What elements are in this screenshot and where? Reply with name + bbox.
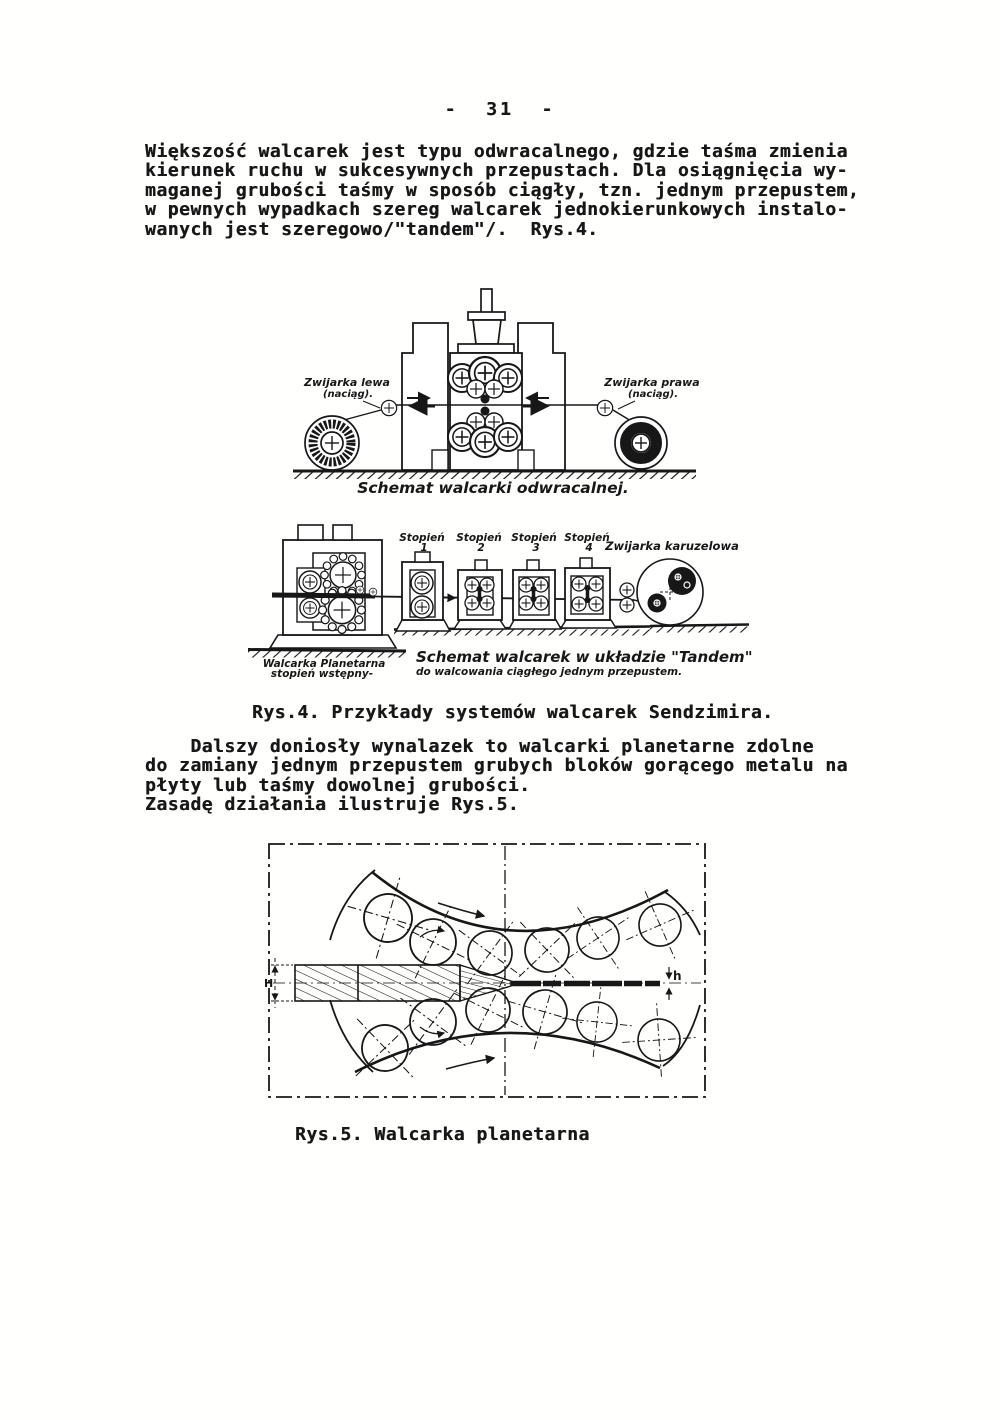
svg-text:3: 3 <box>532 542 540 554</box>
svg-text:Zwijarka lewa: Zwijarka lewa <box>304 376 390 389</box>
deflector-roll-right <box>597 400 612 415</box>
paragraph-1 <box>145 142 859 239</box>
svg-text:2: 2 <box>477 542 485 554</box>
figure-rys4-reversing-mill-diagram <box>268 276 718 508</box>
svg-text:Stopień: Stopień <box>564 532 610 544</box>
paragraph-line: wanych jest szeregowo/"tandem"/. Rys.4. <box>145 218 599 240</box>
screw-down-mechanism <box>458 289 514 353</box>
paragraph-line: kierunek ruchu w sukcesywnych przepustach. Dla osiągnięcia wy- <box>145 160 848 182</box>
figure4-caption: Rys.4. Przykłady systemów walcarek Sendzimira. <box>252 702 774 723</box>
tandem-caption <box>416 648 753 678</box>
svg-text:1: 1 <box>420 542 428 554</box>
coiler-right-label <box>603 376 699 409</box>
tandem-stand-3 <box>509 560 561 629</box>
svg-text:4: 4 <box>585 542 593 554</box>
pinch-roll <box>620 583 634 597</box>
svg-text:stopień wstępny-: stopień wstępny- <box>270 668 374 680</box>
paragraph-line: maganej grubości taśmy w sposób ciągły, tzn. jednym przepustem, <box>145 179 860 201</box>
paragraph-line: Dalszy doniosły wynalazek to walcarki planetarne zdolne <box>145 736 814 757</box>
coiler-left-label <box>303 376 390 408</box>
svg-text:Zwijarka prawa: Zwijarka prawa <box>604 376 700 389</box>
tandem-stand-1 <box>396 552 450 631</box>
page-number: - 31 - <box>444 99 556 120</box>
svg-text:Stopień: Stopień <box>456 532 502 544</box>
carousel-coiler <box>637 559 703 625</box>
paragraph-line: Większość walcarek jest typu odwracalnego, gdzie taśma zmienia <box>145 141 848 162</box>
figure-rys4-tandem-mill-diagram <box>248 510 753 695</box>
svg-text:Stopień: Stopień <box>511 532 557 544</box>
svg-text:H: H <box>264 977 274 990</box>
paragraph-line: Zasadę działania ilustruje Rys.5. <box>145 794 520 816</box>
stage-labels <box>399 532 610 554</box>
paragraph-2 <box>145 737 848 815</box>
planetary-mill-label <box>263 658 386 680</box>
slab <box>295 965 660 1001</box>
tandem-stand-4 <box>561 558 616 628</box>
svg-text:(naciąg).: (naciąg). <box>627 389 679 400</box>
svg-text:do walcowania ciągłego jednym: do walcowania ciągłego jednym przepustem. <box>416 666 683 678</box>
pinch-roll <box>620 598 634 612</box>
svg-text:Schemat walcarek w układzie "T: Schemat walcarek w układzie "Tandem" <box>416 648 753 666</box>
svg-text:h: h <box>673 969 682 983</box>
work-roll-upper <box>481 395 490 404</box>
svg-text:(naciąg).: (naciąg). <box>322 389 374 400</box>
tandem-stand-2 <box>454 560 506 629</box>
svg-text:Walcarka Planetarna: Walcarka Planetarna <box>262 658 386 670</box>
carousel-coiler-label: Zwijarka karuzelowa <box>605 539 739 553</box>
deflector-roll-left <box>381 400 396 415</box>
svg-text:Stopień: Stopień <box>399 532 445 544</box>
figure5-caption: Rys.5. Walcarka planetarna <box>295 1124 590 1145</box>
looper-roll <box>356 586 364 594</box>
paragraph-line: płyty lub taśmy dowolnej grubości. <box>145 774 531 796</box>
reversing-mill-caption: Schemat walcarki odwracalnej. <box>357 479 629 497</box>
work-roll-lower <box>481 407 490 416</box>
coiler-left <box>305 416 359 470</box>
paragraph-line: do zamiany jednym przepustem grubych bloków gorącego metalu na <box>145 755 848 777</box>
planetary-mill-stand <box>270 525 396 648</box>
figure-rys5-planetary-mill-diagram <box>263 840 711 1102</box>
coiler-right <box>615 417 667 469</box>
paragraph-line: w pewnych wypadkach szereg walcarek jednokierunkowych instalo- <box>145 199 848 221</box>
ground-line <box>293 471 696 479</box>
looper-roll <box>369 588 377 596</box>
